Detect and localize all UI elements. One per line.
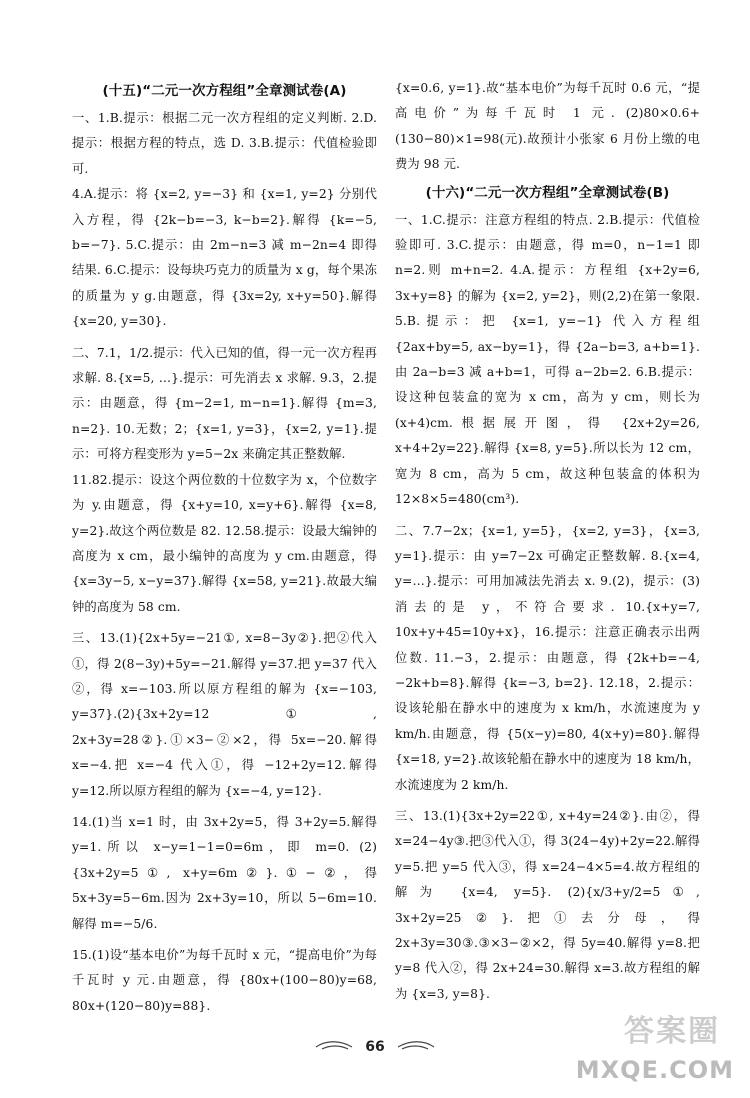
- page-number: 66: [365, 1039, 385, 1055]
- left-column: [72, 76, 377, 1019]
- watermark-en-text: MXQE.COM: [575, 1056, 734, 1084]
- section-title-16: (十六)“二元一次方程组”全章测试卷(B): [425, 184, 670, 201]
- right-q15-continued: {x=0.6, y=1}.故“基本电价”为每千瓦时 0.6 元，“提高电价”为每千瓦时 1 元. (2)80×0.6+(130−80)×1=98(元).故预计小张家 6 月份上缴的电费为 98 元.: [395, 81, 700, 172]
- right-part3-answers: 三、13.(1){3x+2y=22①, x+4y=24②}.由②，得 x=24−4y③.把③代入①，得 3(24−4y)+2y=22.解得 y=5.把 y=5 代入③，得 x=24−4×5=4.故方程组的解为 {x=4, y=5}. (2){x/3+y/2=5①, 3x+2y=25②}.把①去分母，得 2x+3y=30③.③×3−②×2，得 5y=40.解得 y=8.把 y=8 代入②，得 2x+24=30.解得 x=3.故方程组的解为 {x=3, y=8}.: [395, 808, 700, 1001]
- right-part1-answers: 一、1.C.提示：注意方程组的特点. 2.B.提示：代值检验即可. 3.C.提示：由题意，得 m=0，n−1=1 即 n=2.则 m+n=2. 4.A.提示：方程组 {x+2y=6, 3x+y=8} 的解为 {x=2, y=2}，则(2,2)在第一象限. 5.B.提示：把 {x=1, y=−1} 代入方程组 {2ax+by=5, ax−by=1}，得 {2a−b=3, a+b=1}.由 2a−b=3 减 a+b=1，可得 a−2b=2. 6.B.提示：设这种包装盒的宽为 x cm，高为 y cm，则长为(x+4)cm.根据展开图，得 {2x+2y=26, x+4+2y=22}.解得 {x=8, y=5}.所以长为 12 cm，宽为 8 cm，高为 5 cm，故这种包装盒的体积为 12×8×5=480(cm³).: [395, 212, 700, 507]
- section-title-15: (十五)“二元一次方程组”全章测试卷(A): [102, 83, 347, 99]
- left-ornament-icon: [314, 1040, 354, 1054]
- left-q11-12-answers: 11.82.提示：设这个两位数的十位数字为 x，个位数字为 y.由题意，得 {x+y=10, x=y+6}.解得 {x=8, y=2}.故这个两位数是 82. 12.58.提示：设最大编钟的高度为 x cm，最小编钟的高度为 y cm.由题意，得 {x=3y−5, x−y=37}.解得 {x=58, y=21}.故最大编钟的高度为 58 cm.: [72, 472, 377, 614]
- left-part1-answers: 一、1.B.提示：根据二元一次方程组的定义判断. 2.D.提示：根据方程的特点，选 D. 3.B.提示：代值检验即可.: [72, 111, 377, 176]
- left-q15-answers: 15.(1)设“基本电价”为每千瓦时 x 元，“提高电价”为每千瓦时 y 元.由题意，得 {80x+(100−80)y=68, 80x+(120−80)y=88}.: [72, 948, 377, 1013]
- left-q4-6-answers: 4.A.提示：将 {x=2, y=−3} 和 {x=1, y=2} 分别代入方程，得 {2k−b=−3, k−b=2}.解得 {k=−5, b=−7}. 5.C.提示：由 2m−n=3 减 m−2n=4 即得结果. 6.C.提示：设每块巧克力的质量为 x g，每个果冻的质量为 y g.由题意，得 {3x=2y, x+y=50}.解得 {x=20, y=30}.: [72, 187, 377, 329]
- watermark-cn-text: 答案圈: [624, 1014, 720, 1049]
- right-column: [395, 76, 700, 1007]
- left-part2-answers: 二、7.1，1/2.提示：代入已知的值，得一元一次方程再求解. 8.{x=5, …}.提示：可先消去 x 求解. 9.3，2.提示：由题意，得 {m−2=1, m−n=1}.解得 {m=3, n=2}. 10.无数；2；{x=1, y=3}，{x=2, y=1}.提示：可将方程变形为 y=5−2x 来确定其正整数解.: [72, 345, 377, 462]
- left-q14-answers: 14.(1)当 x=1 时，由 3x+2y=5，得 3+2y=5.解得 y=1.所以 x−y=1−1=0=6m，即 m=0. (2){3x+2y=5①, x+y=6m②}.①−②，得 5x+3y=5−6m.因为 2x+3y=10，所以 5−6m=10.解得 m=−5/6.: [72, 814, 377, 931]
- left-part3-q13-answers: 三、13.(1){2x+5y=−21①, x=8−3y②}.把②代入①，得 2(8−3y)+5y=−21.解得 y=37.把 y=37 代入②，得 x=−103.所以原方程组的解为 {x=−103, y=37}.(2){3x+2y=12①, 2x+3y=28②}.①×3−②×2，得 5x=−20.解得 x=−4.把 x=−4 代入①，得 −12+2y=12.解得 y=12.所以原方程组的解为 {x=−4, y=12}.: [72, 631, 377, 798]
- right-part2-answers: 二、7.7−2x；{x=1, y=5}，{x=2, y=3}，{x=3, y=1}.提示：由 y=7−2x 可确定正整数解. 8.{x=4, y=…}.提示：可用加减法先消去 x. 9.(2)，提示：(3)消去的是 y，不符合要求. 10.{x+y=7, 10x+y+45=10y+x}，16.提示：注意正确表示出两位数. 11.−3，2.提示：由题意，得 {2k+b=−4, −2k+b=8}.解得 {k=−3, b=2}. 12.18，2.提示：设该轮船在静水中的速度为 x km/h，水流速度为 y km/h.由题意，得 {5(x−y)=80, 4(x+y)=80}.解得 {x=18, y=2}.故该轮船在静水中的速度为 18 km/h，水流速度为 2 km/h.: [395, 523, 700, 792]
- right-ornament-icon: [396, 1040, 436, 1054]
